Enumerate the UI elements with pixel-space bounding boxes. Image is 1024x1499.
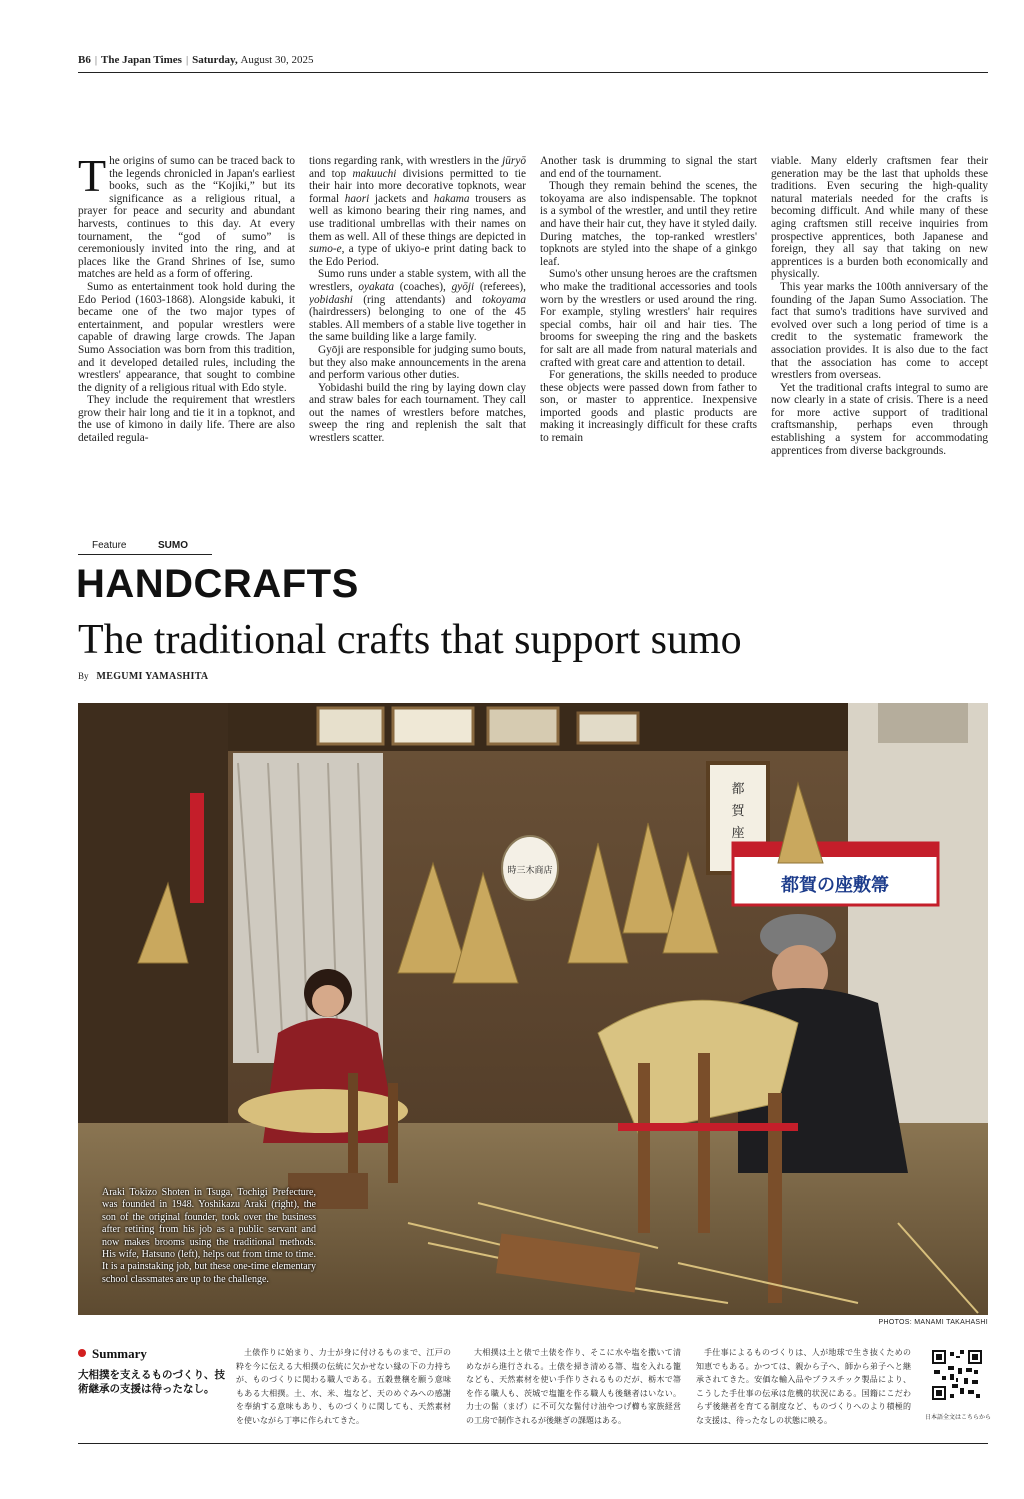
term-oyakata: oyakata xyxy=(358,280,395,293)
column-1 xyxy=(78,155,295,495)
summary-title: Summary xyxy=(92,1346,147,1361)
issue-date: August 30, 2025 xyxy=(240,54,314,66)
text-run: (ring attendants) and xyxy=(352,293,483,306)
text-run: , a type of ukiyo-e print dating back to the Edo Period. xyxy=(309,243,526,268)
paragraph: This year marks the 100th anniversary of the founding of the Japan Sumo Association. The fact that sumo's traditions have survived and evolved over such a long period of time is a credit to the systematic framework the association provides. It is also due to the fact that the association has come to accept wrestlers from overseas. xyxy=(771,280,988,382)
newspaper-name: The Japan Times xyxy=(101,54,182,66)
bottom-rule xyxy=(78,1443,988,1444)
term-yobidashi: yobidashi xyxy=(309,293,353,306)
weekday: Saturday, xyxy=(192,54,238,66)
tag-feature: Feature xyxy=(92,540,127,551)
paragraph xyxy=(309,155,526,268)
author-name: MEGUMI YAMASHITA xyxy=(96,671,209,682)
text-run: (referees), xyxy=(474,280,526,293)
kicker: HANDCRAFTS xyxy=(76,562,359,606)
banner-sign-text: 都賀の座敷箒 xyxy=(781,875,889,896)
summary-column-1: 土俵作りに始まり、力士が身に付けるものまで、江戸の粋を今に伝える大相撲の伝統に欠かせない縁の下の力持ちが、ものづくりに関わる職人である。五穀豊穣を願う意味もある大相撲。土、水、米、塩など、天のめぐみへの感謝を奉納する意味もあり、ものづくりに関しても、天然素材を使いながら丁寧に作られてきた。 xyxy=(236,1348,451,1425)
text-run: (coaches), xyxy=(394,280,452,293)
paragraph: Sumo's other unsung heroes are the craftsmen who make the traditional accessories and tools worn by the wrestlers or used around the ring. For example, styling wrestlers' hair requires special combs, hair oil and hair ties. The brooms for sweeping the ring and the baskets for salt are all made from natural materials and crafted with great care and attention to detail. xyxy=(540,268,757,369)
column-2 xyxy=(309,155,526,495)
paragraph xyxy=(309,268,526,344)
summary-lead: 大相撲を支えるものづくり、技術継承の支援は待ったなし。 xyxy=(78,1369,225,1395)
summary-column-2: 大相撲は土と俵で土俵を作り、そこに水や塩を撒いて清めながら進行される。土俵を掃き清める箒、塩を入れる籠なども、天然素材を使い手作りされるものだが、栃木で箒を作る職人も、茨城で塩籠を作る職人も後継者はいない。力士の髷（まげ）に不可欠な髷付け油やつげ櫛も家族経営の工房で制作されるが後継ぎの課題はある。 xyxy=(466,1348,681,1425)
drop-cap: T xyxy=(78,155,107,201)
tag-sumo: SUMO xyxy=(158,540,188,551)
paragraph: Yobidashi build the ring by laying down clay and straw bales for each tournament. They call out the names of wrestlers before matches, sweep the ring and replenish the salt that wrestlers scatter. xyxy=(309,381,526,445)
paragraph: Yet the traditional crafts integral to sumo are now clearly in a state of crisis. There is a need for more active support of traditional craftsmanship, perhaps even through establishing a system for accommodating apprentices from diverse backgrounds. xyxy=(771,381,988,457)
paragraph-text: he origins of sumo can be traced back to the legends chronicled in Japan's earliest books, such as the “Kojiki,” but its significance as a religious ritual, a prayer for peace and security and abundant harvests, continues to this day. At every tournament, the “god of sumo” is ceremoniously invited into the ring, and at places like the Grand Shrines of Ise, sumo matches are held as a form of offering. xyxy=(78,155,295,281)
headline: The traditional crafts that support sumo xyxy=(78,617,742,663)
lantern-text: 時三木商店 xyxy=(507,866,553,876)
summary-column-3: 手仕事によるものづくりは、人が地球で生き抜くための知恵でもある。かつては、親から子へ、師から弟子へと継承されてきた。安価な輸入品やプラスチック製品により、こうした手仕事の伝承は危機的状況にある。国籍にこだわらず後継者を育てる制度など、ものづくりへのより積極的な支援は、待ったなしの状態に映る。 xyxy=(696,1348,911,1425)
feature-photo xyxy=(78,703,988,1315)
text-run: tions regarding rank, with wrestlers in the xyxy=(309,155,503,167)
paragraph: For generations, the skills needed to produce these objects were passed down from father to son, or master to apprentice. Inexpensive imported goods and plastic products are making it increasingly difficult for these crafts to remain xyxy=(540,369,757,445)
paragraph: Another task is drumming to signal the start and end of the tournament. xyxy=(540,155,757,180)
text-run: jackets and xyxy=(369,192,434,205)
qr-code-icon[interactable] xyxy=(932,1350,982,1400)
column-3 xyxy=(540,155,757,495)
paragraph: They include the requirement that wrestlers grow their hair long and tie it in a topknot, and the use of kimono in daily life. There are also detailed regula- xyxy=(78,394,295,445)
byline-by: By xyxy=(78,671,89,681)
text-run: divisions permitted to tie their hair into more decorative topknots, wear formal xyxy=(309,167,526,205)
page-header: B6 | The Japan Times | Saturday, August 30, 2025 xyxy=(78,54,314,66)
paragraph: Gyōji are responsible for judging sumo bouts, but they also make announcements in the arena and perform various other duties. xyxy=(309,343,526,382)
vertical-sign-char: 座 xyxy=(731,826,745,841)
column-4 xyxy=(771,155,988,495)
vertical-sign-char: 賀 xyxy=(731,804,745,819)
tag-underline xyxy=(78,554,140,555)
text-run: Sumo runs under a stable system, with all the wrestlers, xyxy=(309,268,526,293)
red-dot-icon xyxy=(78,1349,86,1357)
text-run: (hairdressers) belonging to one of the 45 stables. All members of a stable live together in the same building like a large family. xyxy=(309,306,526,344)
term-tokoyama: tokoyama xyxy=(482,293,526,306)
paragraph: Sumo as entertainment took hold during the Edo Period (1603-1868). Alongside kabuki, it became one of the two major types of entertainment, and popular wrestlers were capable of drawing large crowds. The Japan Sumo Association was born from this tradition, and it developed detailed rules, including the wrestlers' appearance, that sought to combine the dignity of a religious ritual with Edo style. xyxy=(78,280,295,394)
paragraph: Though they remain behind the scenes, the tokoyama are also indispensable. The topknot is a symbol of the wrestler, and until they retire and have their hair cut, they have it styled daily. During matches, the top-ranked wrestlers' topknots are styled into the shape of a ginkgo leaf. xyxy=(540,180,757,268)
text-run: and top xyxy=(309,167,353,180)
photo-caption: Araki Tokizo Shoten in Tsuga, Tochigi Prefecture, was founded in 1948. Yoshikazu Araki (right), the son of the original founder, took over the business after retiring from his job as a public servant and now makes brooms using the traditional methods. His wife, Hatsuno (left), helps out from time to time. It is a painstaking job, but these one-time elementary school classmates are up to the challenge. xyxy=(102,1187,316,1285)
photo-credit: PHOTOS: MANAMI TAKAHASHI xyxy=(878,1319,988,1326)
term-hakama: hakama xyxy=(433,192,470,205)
paragraph xyxy=(78,155,295,281)
term-sumo-e: sumo-e xyxy=(309,243,342,256)
paragraph: viable. Many elderly craftsmen fear their generation may be the last that upholds these traditions. Even securing the high-quality natural materials needed for the crafts is becoming difficult. And while many of these aging craftsmen still receive inquiries from prospective apprentices, both Japanese and foreign, they all say that taking on new apprentices is a burden both economically and physically. xyxy=(771,155,988,281)
tag-underline xyxy=(140,554,212,555)
term-haori: haori xyxy=(344,192,370,205)
term-makuuchi: makuuchi xyxy=(352,167,397,180)
article-body xyxy=(78,155,988,495)
text-run: trousers as well as kimono bearing their ring names, and use traditional umbrellas with their names on them as well. All of these things are depicted in xyxy=(309,192,526,243)
term-juryo: jūryō xyxy=(502,155,526,167)
summary-heading xyxy=(78,1346,147,1362)
term-gyoji: gyōji xyxy=(451,280,475,293)
vertical-sign-char: 都 xyxy=(731,782,745,797)
qr-label: 日本語全文はこちらから xyxy=(925,1414,992,1421)
top-rule xyxy=(78,72,988,73)
byline xyxy=(78,671,208,682)
page-number: B6 xyxy=(78,54,91,66)
